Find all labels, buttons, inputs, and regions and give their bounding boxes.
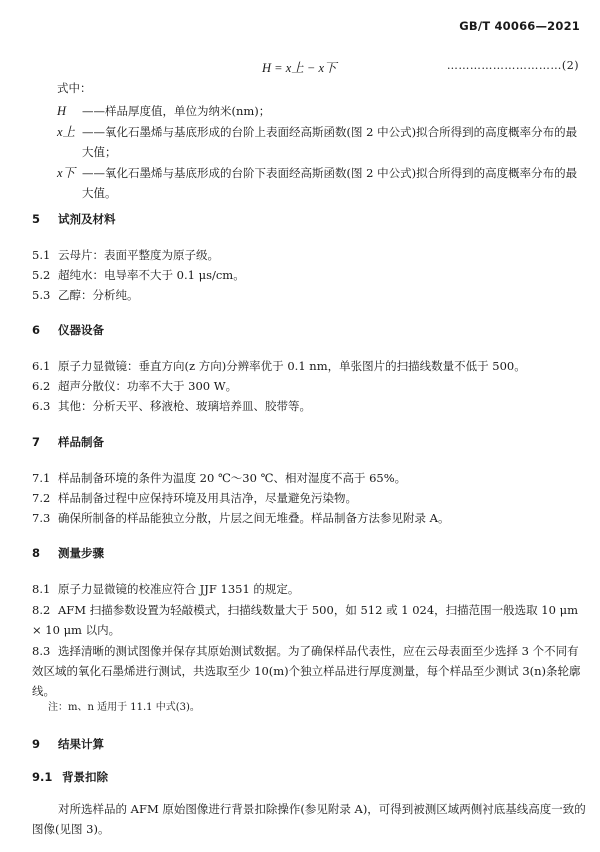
- section-number: 8: [32, 546, 41, 560]
- clause-8-2: [32, 600, 588, 640]
- section-heading-9: [32, 736, 104, 752]
- subsection-title: 背景扣除: [62, 770, 108, 784]
- clause-text: AFM 扫描参数设置为轻敲模式，扫描线数量大于 500，如 512 或 1 024，扫描范围一般选取 10 μm × 10 μm 以内。: [32, 603, 578, 637]
- note: 注：m、n 适用于 11.1 中式(3)。: [48, 702, 200, 713]
- clause-number: 7.2: [32, 491, 51, 505]
- section-heading-6: [32, 322, 104, 338]
- paragraph-9-1: 对所选样品的 AFM 原始图像进行背景扣除操作(参见附录 A)，可得到被测区域两侧衬底基线高度一致的图像(见图 3)。: [32, 802, 586, 836]
- section-title: 仪器设备: [58, 323, 104, 337]
- section-title: 测量步骤: [58, 546, 104, 560]
- clause-text: 原子力显微镜：垂直方向(z 方向)分辨率优于 0.1 nm，单张图片的扫描线数量不低于 500。: [58, 359, 526, 373]
- clause-7-2: [32, 488, 588, 508]
- clause-number: 7.3: [32, 511, 51, 525]
- subsection-heading-9-1: [32, 769, 108, 785]
- definition-item: [57, 101, 587, 121]
- definition-item: [57, 163, 587, 203]
- clause-7-1: [32, 468, 588, 488]
- clause-5-1: [32, 245, 588, 265]
- definition-symbol: x上: [57, 125, 76, 139]
- definition-symbol: H: [57, 104, 67, 118]
- section-heading-8: [32, 545, 104, 561]
- section-number: 6: [32, 323, 41, 337]
- clause-6-3: [32, 396, 588, 416]
- subsection-number: 9.1: [32, 770, 53, 784]
- clause-6-2: [32, 376, 588, 396]
- clause-number: 8.2: [32, 603, 51, 617]
- clause-text: 云母片：表面平整度为原子级。: [58, 248, 219, 262]
- where-label: 式中：: [57, 81, 92, 95]
- clause-text: 确保所制备的样品能独立分散，片层之间无堆叠。样品制备方法参见附录 A。: [58, 511, 450, 525]
- section-heading-5: [32, 211, 116, 227]
- clause-6-1: [32, 356, 588, 376]
- clause-5-2: [32, 265, 588, 285]
- clause-5-3: [32, 285, 588, 305]
- clause-number: 6.1: [32, 359, 51, 373]
- section-heading-7: [32, 434, 104, 450]
- clause-number: 5.3: [32, 288, 51, 302]
- clause-number: 8.1: [32, 582, 51, 596]
- standard-code: GB/T 40066—2021: [459, 19, 580, 33]
- clause-7-3: [32, 508, 588, 528]
- section-number: 7: [32, 435, 41, 449]
- clause-8-3: [32, 641, 588, 701]
- clause-number: 6.3: [32, 399, 51, 413]
- thickness-formula: H = x上 − x下: [262, 61, 337, 75]
- clause-number: 5.1: [32, 248, 51, 262]
- clause-text: 超纯水：电导率不大于 0.1 μs/cm。: [58, 268, 245, 282]
- section-number: 5: [32, 212, 41, 226]
- clause-number: 7.1: [32, 471, 51, 485]
- clause-8-1: [32, 579, 588, 599]
- definition-text: ——氧化石墨烯与基底形成的台阶上表面经高斯函数(图 2 中公式)拟合所得到的高度概率分布的最大值；: [82, 125, 578, 159]
- definition-symbol: x下: [57, 166, 76, 180]
- formula-row: [0, 58, 600, 78]
- clause-text: 原子力显微镜的校准应符合 JJF 1351 的规定。: [58, 582, 300, 596]
- clause-number: 6.2: [32, 379, 51, 393]
- definition-item: [57, 122, 587, 162]
- clause-text: 超声分散仪：功率不大于 300 W。: [58, 379, 238, 393]
- section-title: 样品制备: [58, 435, 104, 449]
- symbol-definitions: [57, 101, 587, 204]
- clause-text: 选择清晰的测试图像并保存其原始测试数据。为了确保样品代表性，应在云母表面至少选择 3 个不同有效区域的氧化石墨烯进行测试，共选取至少 10(m)个独立样品进行厚度测量，每个样品至少测试 3(n)条轮廓线。: [32, 644, 581, 698]
- section-title: 结果计算: [58, 737, 104, 751]
- equation-number: …………………………(2): [446, 59, 579, 72]
- clause-text: 样品制备过程中应保持环境及用具洁净，尽量避免污染物。: [58, 491, 357, 505]
- clause-number: 8.3: [32, 644, 51, 658]
- definition-text: ——样品厚度值，单位为纳米(nm)；: [82, 104, 271, 118]
- section-number: 9: [32, 737, 41, 751]
- clause-text: 乙醇：分析纯。: [58, 288, 139, 302]
- section-title: 试剂及材料: [58, 212, 116, 226]
- clause-text: 其他：分析天平、移液枪、玻璃培养皿、胶带等。: [58, 399, 311, 413]
- clause-number: 5.2: [32, 268, 51, 282]
- definition-text: ——氧化石墨烯与基底形成的台阶下表面经高斯函数(图 2 中公式)拟合所得到的高度概率分布的最大值。: [82, 166, 578, 200]
- clause-text: 样品制备环境的条件为温度 20 ℃～30 ℃、相对湿度不高于 65%。: [58, 471, 407, 485]
